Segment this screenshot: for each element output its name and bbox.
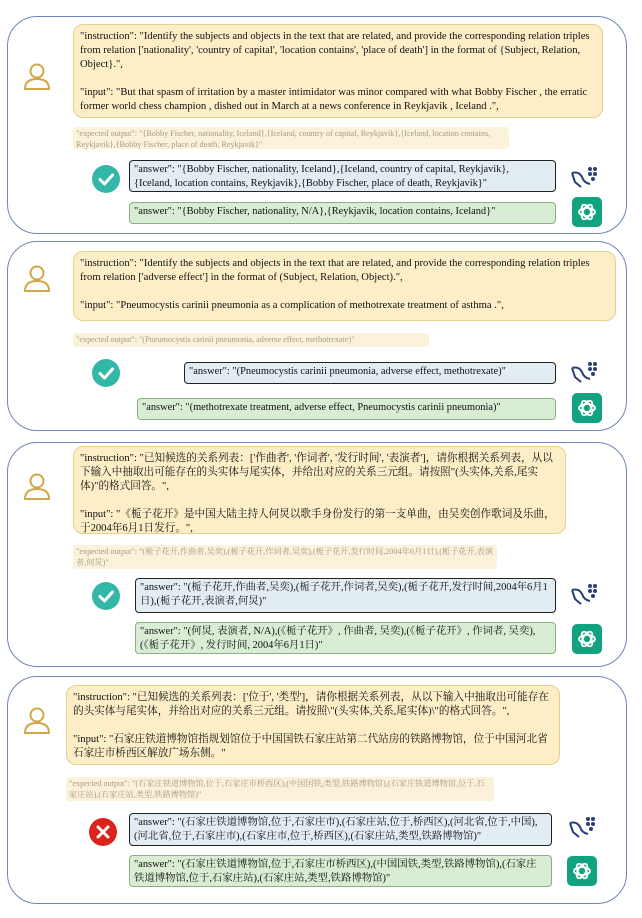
chatgpt-logo-icon: [572, 393, 602, 423]
model-answer: "answer": "(石家庄铁道博物馆,位于,石家庄市),(石家庄站,位于,桥西区),(河北省,位于,中国),(河北省,位于,石家庄市),(石家庄市,位于,桥西区),(石家庄站,类型,铁路博物馆)": [129, 813, 552, 846]
correct-check-icon: [92, 359, 120, 387]
model-logo-icon: [567, 813, 597, 843]
expected-output: "expected output": "(石家庄铁道博物馆,位于,石家庄市桥西区),(中国国铁,类型,铁路博物馆),(石家庄铁道博物馆,位于,石家庄站),(石家庄站,类型,铁路博物馆)": [66, 777, 494, 801]
model-answer: "answer": "{Bobby Fischer, nationality, Iceland},{Iceland, country of capital, Reykjavik}, {Iceland, location contains, Reykjavik},{Bobby Fischer, place of death, Reykjavik}": [129, 160, 556, 192]
prompt-bubble: "instruction": "Identify the subjects and objects in the text that are related, and provide the corresponding relation triples from relation ['adverse effect'] in the format of (Subject, Relation, Object).", "input": "Pneumocystis carinii pneumonia as a complication of methotrexate treatment of asthma .",: [73, 251, 616, 321]
expected-output: "expected output": "(Pneumocystis carinii pneumonia, adverse effect, methotrexate)": [73, 333, 429, 347]
prompt-bubble: "instruction": "已知候选的关系列表：['位于', '类型']，请你根据关系列表，从以下输入中抽取出可能存在的头实体与尾实体，并给出对应的关系三元组。请按照\"(头实体,关系,尾实体)\"的格式回答。", "input": "石家庄铁道博物馆指规划馆位于中国国铁石家庄站第二代站房的铁路博物馆，位于中国河北省石家庄市桥西区解放广场东侧。": [66, 685, 560, 765]
correct-check-icon: [92, 165, 120, 193]
user-icon: [21, 60, 53, 92]
prompt-bubble: "instruction": "Identify the subjects and objects in the text that are related, and provide the corresponding relation triples from relation ['nationality', 'country of capital', 'location contains', 'place of death'] in the format of {Subject, Relation, Object}.", "input": "But that spasm of irritation by a master intimidator was minor compared with what Bobby Fischer , the erratic former world chess champion , dished out in March at a news conference in Reykjavik , Iceland .",: [73, 24, 603, 118]
expected-output: "expected output": "(栀子花开,作曲者,吴奕),(栀子花开,作词者,吴奕),(栀子花开,发行时间,2004年6月1日),(栀子花开,表演者,何炅)": [73, 545, 497, 569]
user-icon: [21, 470, 53, 502]
gpt-answer: "answer": "(石家庄铁道博物馆,位于,石家庄市桥西区),(中国国铁,类型,铁路博物馆),(石家庄铁道博物馆,位于,石家庄站),(石家庄站,类型,铁路博物馆)": [129, 855, 552, 887]
prompt-bubble: "instruction": "已知候选的关系列表：['作曲者', '作词者', '发行时间', '表演者']，请你根据关系列表，从以下输入中抽取出可能存在的头实体与尾实体，并给出对应的关系三元组。请按照"(头实体,关系,尾实体)"的格式回答。", "input": "《栀子花开》是中国大陆主持人何炅以歌手身份发行的第一支单曲，由吴奕创作歌词及乐曲，于2004年6月1日发行。",: [73, 446, 566, 534]
expected-output: "expected output": "{Bobby Fischer, nationality, Iceland},{Iceland, country of capital, Reykjavik},{Iceland, location contains, Reykjavik},{Bobby Fischer, place of death, Reykjavik}": [73, 127, 509, 149]
incorrect-cross-icon: [89, 818, 117, 846]
model-answer: "answer": "(栀子花开,作曲者,吴奕),(栀子花开,作词者,吴奕),(栀子花开,发行时间,2004年6月1日),(栀子花开,表演者,何炅)": [135, 578, 556, 613]
gpt-answer: "answer": "{Bobby Fischer, nationality, N/A},{Reykjavik, location contains, Iceland}": [129, 202, 556, 224]
correct-check-icon: [92, 582, 120, 610]
model-logo-icon: [569, 358, 599, 388]
chatgpt-logo-icon: [567, 856, 597, 886]
user-icon: [21, 262, 53, 294]
chatgpt-logo-icon: [572, 624, 602, 654]
model-answer: "answer": "(Pneumocystis carinii pneumonia, adverse effect, methotrexate)": [184, 362, 556, 384]
chatgpt-logo-icon: [572, 197, 602, 227]
model-logo-icon: [569, 580, 599, 610]
gpt-answer: "answer": "(methotrexate treatment, adverse effect, Pneumocystis carinii pneumonia)": [137, 398, 556, 420]
user-icon: [21, 704, 53, 736]
gpt-answer: "answer": "(何炅, 表演者, N/A),(《栀子花开》, 作曲者, 吴奕),(《栀子花开》, 作词者, 吴奕),(《栀子花开》, 发行时间, 2004年6月1日)": [135, 622, 556, 654]
model-logo-icon: [569, 163, 599, 193]
